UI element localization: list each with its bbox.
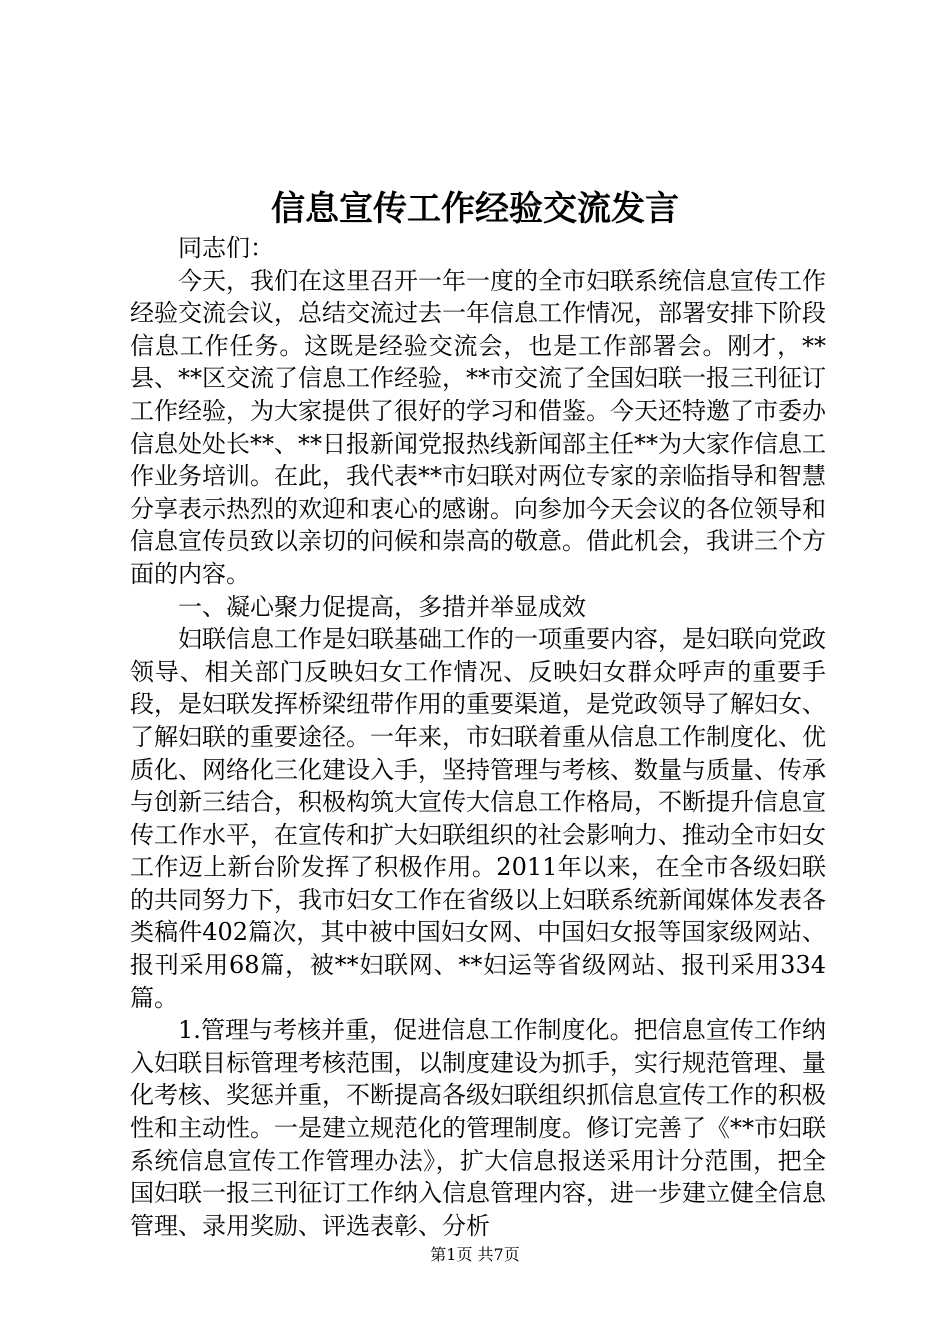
paragraph-section-1: 妇联信息工作是妇联基础工作的一项重要内容，是妇联向党政领导、相关部门反映妇女工作情况、反映妇女群众呼声的重要手段，是妇联发挥桥梁纽带作用的重要渠道，是党政领导了解妇女、了解妇联的重要途径。一年来，市妇联着重从信息工作制度化、优质化、网络化三化建设入手，坚持管理与考核、数量与质量、传承与创新三结合，积极构筑大宣传大信息工作格局，不断提升信息宣传工作水平，在宣传和扩大妇联组织的社会影响力、推动全市妇女工作迈上新台阶发挥了积极作用。2011年以来，在全市各级妇联的共同努力下，我市妇女工作在省级以上妇联系统新闻媒体发表各类稿件402篇次，其中被中国妇女网、中国妇女报等国家级网站、报刊采用68篇，被**妇联网、**妇运等省级网站、报刊采用334篇。 xyxy=(130,625,826,1012)
page-number: 第1页 共7页 xyxy=(430,1245,520,1264)
salutation: 同志们： xyxy=(178,234,274,262)
document-body xyxy=(130,232,826,1242)
paragraph-intro: 今天，我们在这里召开一年一度的全市妇联系统信息宣传工作经验交流会议，总结交流过去一年信息工作情况，部署安排下阶段信息工作任务。这既是经验交流会，也是工作部署会。刚才，**县、**区交流了信息工作经验，**市交流了全国妇联一报三刊征订工作经验，为大家提供了很好的学习和借鉴。今天还特邀了市委办信息处处长**、**日报新闻党报热线新闻部主任**为大家作信息工作业务培训。在此，我代表**市妇联对两位专家的亲临指导和智慧分享表示热烈的欢迎和衷心的感谢。向参加今天会议的各位领导和信息宣传员致以亲切的问候和崇高的敬意。借此机会，我讲三个方面的内容。 xyxy=(130,266,826,588)
paragraph-point-1: 1.管理与考核并重，促进信息工作制度化。把信息宣传工作纳入妇联目标管理考核范围，以制度建设为抓手，实行规范管理、量化考核、奖惩并重，不断提高各级妇联组织抓信息宣传工作的积极性和主动性。一是建立规范化的管理制度。修订完善了《**市妇联系统信息宣传工作管理办法》，扩大信息报送采用计分范围，把全国妇联一报三刊征订工作纳入信息管理内容，进一步建立健全信息管理、录用奖励、评选表彰、分析 xyxy=(130,1016,826,1240)
document-title: 信息宣传工作经验交流发言 xyxy=(271,189,679,229)
section-heading-1: 一、凝心聚力促提高，多措并举显成效 xyxy=(178,592,586,621)
